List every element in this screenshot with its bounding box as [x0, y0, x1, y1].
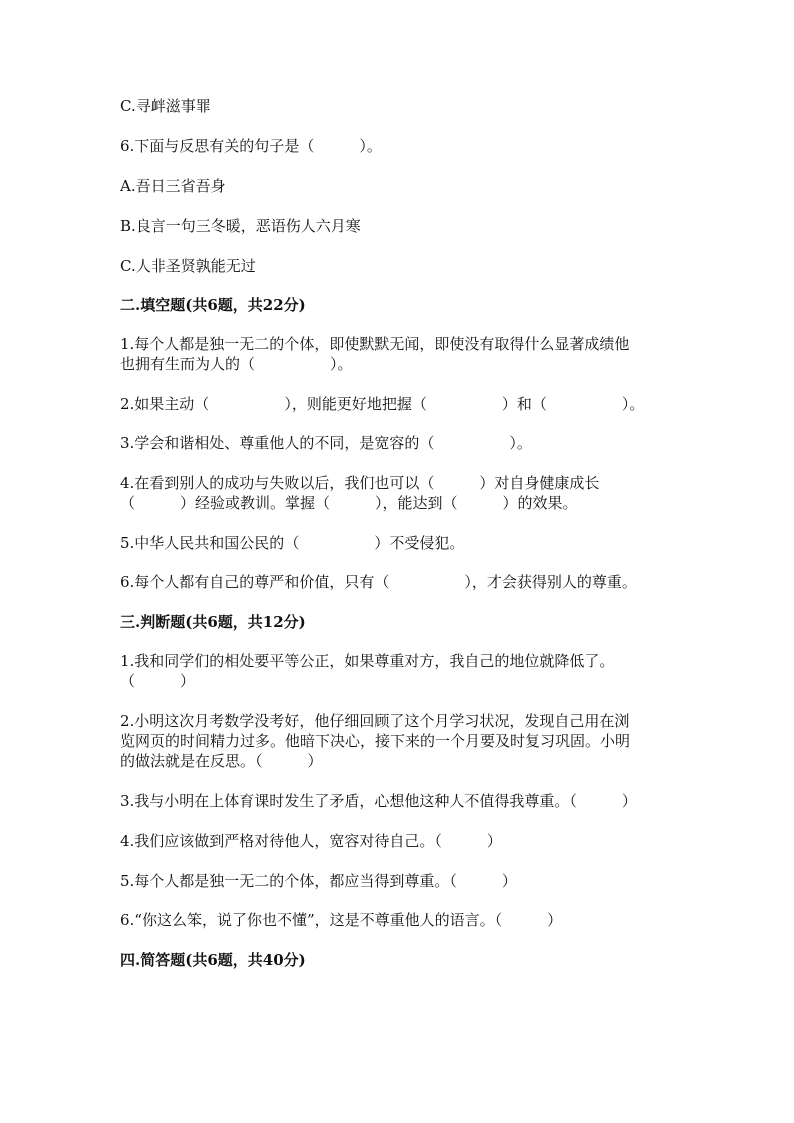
section-2-heading: 二.填空题(共6题，共22分) [120, 296, 306, 314]
question-6-option-c: C.人非圣贤孰能无过 [120, 257, 256, 275]
question-6-option-b: B.良言一句三冬暖，恶语伤人六月寒 [120, 217, 361, 235]
question-6-option-a: A.吾日三省吾身 [120, 177, 226, 195]
fill-blank-3: 3.学会和谐相处、尊重他人的不同，是宽容的（ ）。 [120, 434, 532, 452]
fill-blank-1-line-2: 也拥有生而为人的（ ）。 [120, 355, 353, 373]
true-false-2-line-1: 2.小明这次月考数学没考好，他仔细回顾了这个月学习状况，发现自己用在浏 [120, 712, 630, 730]
true-false-4: 4.我们应该做到严格对待他人，宽容对待自己。（ ） [120, 832, 502, 850]
true-false-2-line-3: 的做法就是在反思。（ ） [120, 752, 323, 770]
true-false-3: 3.我与小明在上体育课时发生了矛盾，心想他这种人不值得我尊重。（ ） [120, 792, 637, 810]
fill-blank-4-line-2: （ ）经验或教训。掌握（ ），能达到（ ）的效果。 [120, 494, 578, 512]
true-false-1-line-2: （ ） [120, 672, 196, 690]
true-false-1-line-1: 1.我和同学们的相处要平等公正，如果尊重对方，我自己的地位就降低了。 [120, 652, 615, 670]
prev-question-option-c: C.寻衅滋事罪 [120, 97, 211, 115]
true-false-2-line-2: 览网页的时间精力过多。他暗下决心，接下来的一个月要及时复习巩固。小明 [120, 732, 631, 750]
fill-blank-4-line-1: 4.在看到别人的成功与失败以后，我们也可以（ ）对自身健康成长 [120, 474, 600, 492]
fill-blank-5: 5.中华人民共和国公民的（ ）不受侵犯。 [120, 534, 465, 552]
fill-blank-1-line-1: 1.每个人都是独一无二的个体，即使默默无闻，即使没有取得什么显著成绩他 [120, 335, 630, 353]
true-false-5: 5.每个人都是独一无二的个体，都应当得到尊重。（ ） [120, 872, 517, 890]
section-4-heading: 四.简答题(共6题，共40分) [120, 951, 306, 969]
section-3-heading: 三.判断题(共6题，共12分) [120, 613, 306, 631]
fill-blank-2: 2.如果主动（ ），则能更好地把握（ ）和（ ）。 [120, 395, 645, 413]
question-6-stem: 6.下面与反思有关的句子是（ ）。 [120, 137, 382, 155]
true-false-6: 6.“你这么笨，说了你也不懂”，这是不尊重他人的语言。（ ） [120, 911, 563, 929]
fill-blank-6: 6.每个人都有自己的尊严和价值，只有（ ），才会获得别人的尊重。 [120, 573, 637, 591]
